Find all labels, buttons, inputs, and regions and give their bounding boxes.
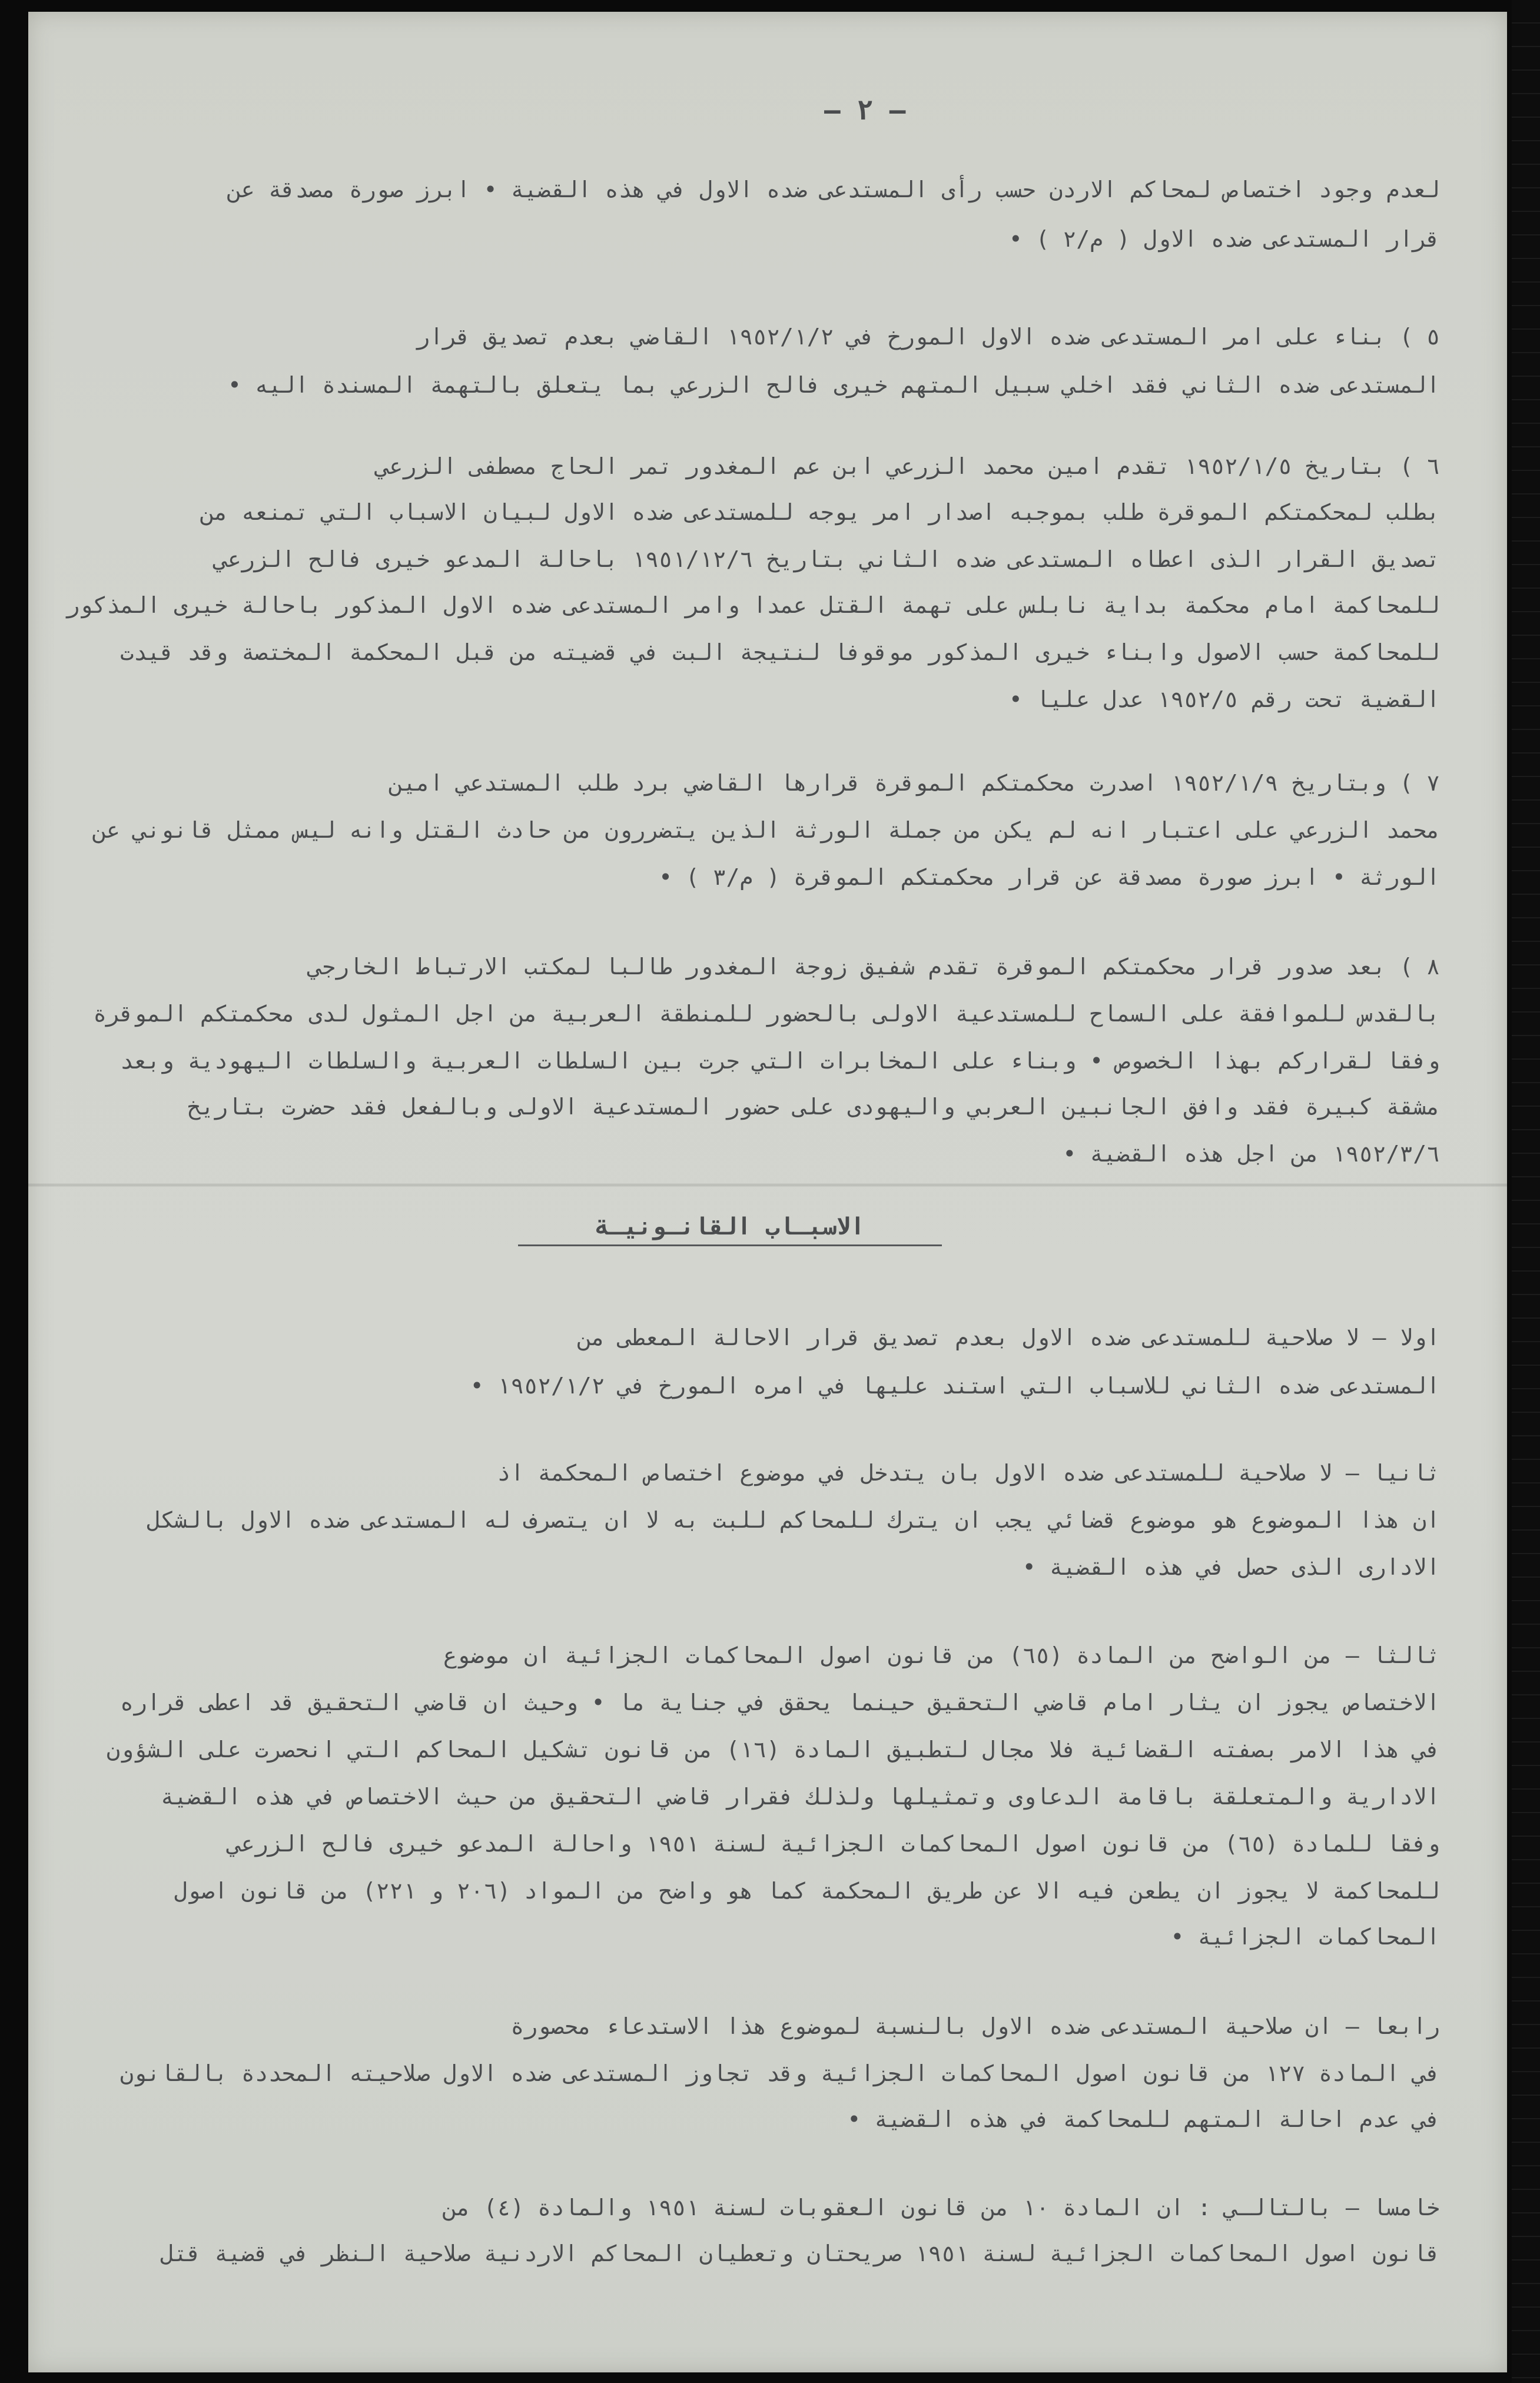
body-text-line: بطلب لمحكمتكم الموقرة طلب بموجبه اصدار امر يوجه للمستدعى ضده الاول لبيان الاسباب التي تمنعه من — [201, 499, 1440, 525]
body-text-line: رابعا — ان صلاحية المستدعى ضده الاول بالنسبة لموضوع هذا الاستدعاء محصورة — [510, 2013, 1440, 2039]
page-number: — ٢ — — [824, 94, 906, 126]
body-text-line: بالقدس للموافقة على السماح للمستدعية الاولى بالحضور للمنطقة العربية من اجل المثول لدى محكمتكم الموقرة — [93, 1001, 1440, 1027]
body-text-line: مشقة كبيرة فقد وافق الجانبين العربي واليهودى على حضور المستدعية الاولى وبالفعل فقد حضرت بتاريخ — [187, 1094, 1440, 1120]
body-text-line: ثانيا — لا صلاحية للمستدعى ضده الاول بان يتدخل في موضوع اختصاص المحكمة اذ — [497, 1460, 1440, 1486]
body-text-line: تصديق القرار الذى اعطاه المستدعى ضده الثاني بتاريخ ١٩٥١/١٢/٦ باحالة المدعو خيرى فالح الزرعي — [214, 546, 1440, 572]
body-text-line: للمحاكمة امام محكمة بداية نابلس على تهمة القتل عمدا وامر المستدعى ضده الاول المذكور باحالة خيرى المذكور — [66, 592, 1440, 618]
body-text-line: اولا — لا صلاحية للمستدعى ضده الاول بعدم تصديق قرار الاحالة المعطى من — [578, 1325, 1440, 1350]
body-text-line: ٧ ) وبتاريخ ١٩٥٢/١/٩ اصدرت محكمتكم الموقرة قرارها القاضي برد طلب المستدعي امين — [389, 770, 1440, 796]
body-text-line: في هذا الامر بصفته القضائية فلا مجال لتطبيق المادة (١٦) من قانون تشكيل المحاكم التي انحصرت على الشؤون — [107, 1737, 1440, 1763]
body-text-line: قرار المستدعى ضده الاول ( م/٢ ) • — [1008, 226, 1440, 252]
body-text-line: المستدعى ضده الثاني للاسباب التي استند عليها في امره المورخ في ١٩٥٢/١/٢ • — [470, 1373, 1440, 1399]
body-text-line: ٨ ) بعد صدور قرار محكمتكم الموقرة تقدم شفيق زوجة المغدور طالبا لمكتب الارتباط الخارجي — [308, 954, 1440, 980]
body-text-line: ان هذا الموضوع هو موضوع قضائي يجب ان يترك للمحاكم للبت به لا ان يتصرف له المستدعى ضده الاول بالشكل — [147, 1507, 1440, 1533]
body-text-line: الادارى الذى حصل في هذه القضية • — [1022, 1554, 1440, 1580]
body-text-line: في المادة ١٢٧ من قانون اصول المحاكمات الجزائية وقد تجاوز المستدعى ضده الاول صلاحيته المحددة بالقانون — [120, 2060, 1440, 2086]
body-text-line: ١٩٥٢/٣/٦ من اجل هذه القضية • — [1063, 1141, 1440, 1167]
body-text-line: المحاكمات الجزائية • — [1170, 1924, 1440, 1950]
body-text-line: الاختصاص يجوز ان يثار امام قاضي التحقيق حينما يحقق في جناية ما • وحيث ان قاضي التحقيق قد اعطى قراره — [120, 1690, 1440, 1715]
body-text-line: المستدعى ضده الثاني فقد اخلي سبيل المتهم خيرى فالح الزرعي بما يتعلق بالتهمة المسندة اليه • — [227, 372, 1440, 398]
body-text-line: للمحاكمة لا يجوز ان يطعن فيه الا عن طريق المحكمة كما هو واضح من المواد (٢٠٦ و ٢٢١) من قانون اصول — [174, 1878, 1440, 1904]
body-text-line: محمد الزرعي على اعتبار انه لم يكن من جملة الورثة الذين يتضررون من حادث القتل وانه ليس ممثل قانوني عن — [93, 817, 1440, 843]
body-text-line: قانون اصول المحاكمات الجزائية لسنة ١٩٥١ صريحتان وتعطيان المحاكم الاردنية صلاحية النظر في قضية قتل — [160, 2241, 1440, 2266]
body-text-line: ٥ ) بناء على امر المستدعى ضده الاول المورخ في ١٩٥٢/١/٢ القاضي بعدم تصديق قرار — [416, 324, 1440, 350]
body-text-line: الادارية والمتعلقة باقامة الدعاوى وتمثيلها ولذلك فقرار قاضي التحقيق من حيث الاختصاص في هذه القضية — [160, 1784, 1440, 1810]
body-text-line: لعدم وجود اختصاص لمحاكم الاردن حسب رأى المستدعى ضده الاول في هذه القضية • ابرز صورة مصدقة عن — [227, 177, 1440, 203]
scale-ruler — [1512, 0, 1540, 2383]
body-text-line: ثالثا — من الواضح من المادة (٦٥) من قانون اصول المحاكمات الجزائية ان موضوع — [443, 1642, 1440, 1668]
body-text-line: الورثة • ابرز صورة مصدقة عن قرار محكمتكم الموقرة ( م/٣ ) • — [659, 864, 1440, 890]
body-text-line: ٦ ) بتاريخ ١٩٥٢/١/٥ تقدم امين محمد الزرعي ابن عم المغدور تمر الحاج مصطفى الزرعي — [376, 453, 1440, 479]
paper-fold — [28, 1183, 1507, 1187]
body-text-line: في عدم احالة المتهم للمحاكمة في هذه القضية • — [847, 2106, 1440, 2132]
body-text-line: خامسا — بالتالـي : ان المادة ١٠ من قانون العقوبات لسنة ١٩٥١ والمادة (٤) من — [443, 2195, 1440, 2221]
section-heading: الاسبـاب القانـونيـة — [518, 1213, 942, 1246]
body-text-line: القضية تحت رقم ١٩٥٢/٥ عدل عليا • — [1008, 686, 1440, 712]
body-text-line: للمحاكمة حسب الاصول وابناء خيرى المذكور موقوفا لنتيجة البت في قضيته من قبل المحكمة المختصة وقد قيدت — [120, 639, 1440, 665]
body-text-line: وفقا لقراركم بهذا الخصوص • وبناء على المخابرات التي جرت بين السلطات العربية والسلطات اليهودية وبعد — [120, 1048, 1440, 1074]
body-text-line: وفقا للمادة (٦٥) من قانون اصول المحاكمات الجزائية لسنة ١٩٥١ واحالة المدعو خيرى فالح الزرعي — [227, 1831, 1440, 1857]
